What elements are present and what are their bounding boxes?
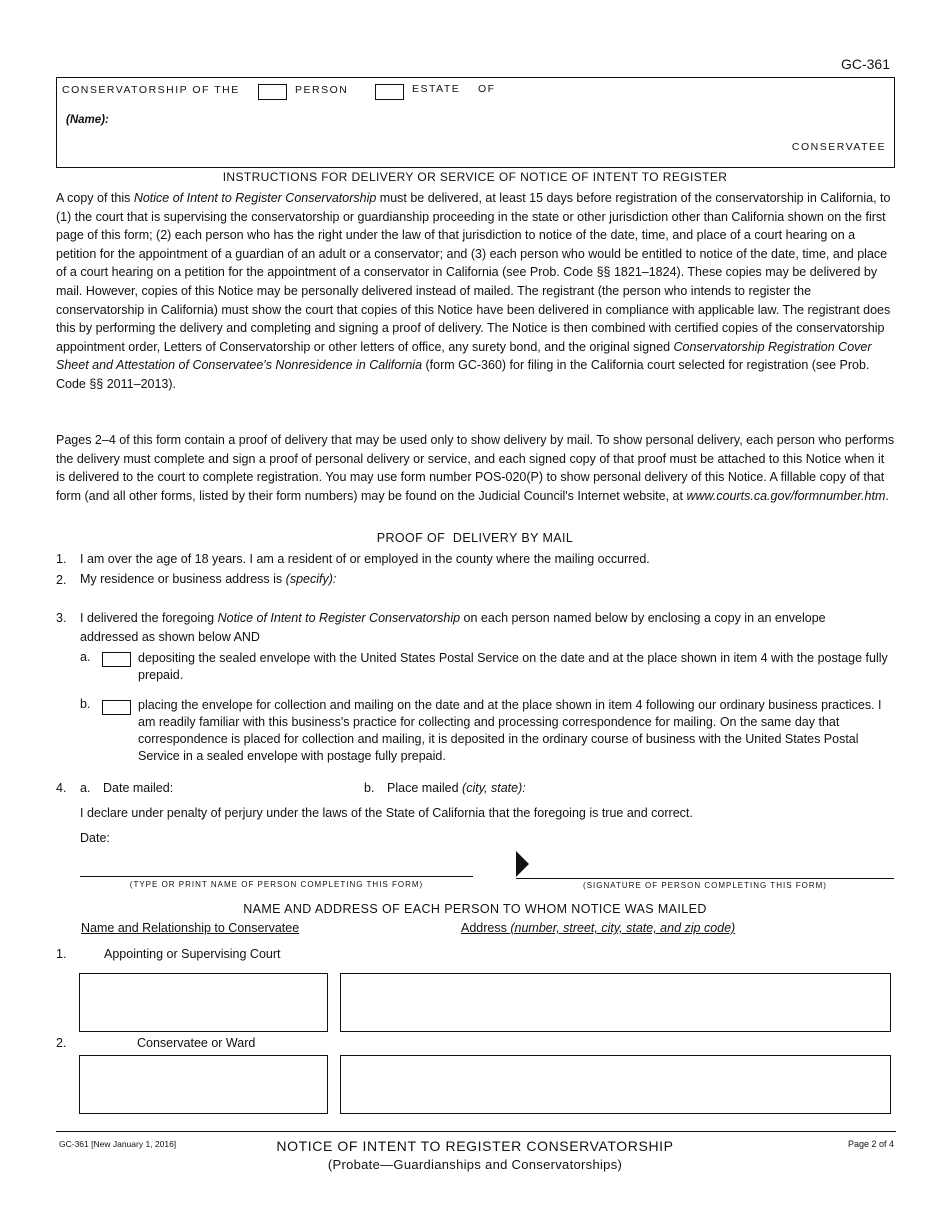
footer-subtitle: (Probate—Guardianships and Conservatorships) xyxy=(327,1157,623,1172)
printed-name-field[interactable] xyxy=(80,852,473,876)
item-1-text: I am over the age of 18 years. I am a resident of or employed in the county where the mailing occurred. xyxy=(80,552,650,566)
item-2-number: 2. xyxy=(56,573,67,587)
date-mailed-field[interactable] xyxy=(185,779,350,799)
item-4b-letter: b. xyxy=(364,781,375,795)
option-b-text: placing the envelope for collection and mailing on the date and at the place shown in item 4 following our ordinary business practices. I am readily familiar with this business's practice for collecting and processing correspondence for mailing. On the same day that correspondence is placed for collection and mailing, it is deposited in the ordinary course of business with the United States Postal Service in a sealed envelope with postage fully prepaid. xyxy=(138,698,882,763)
form-number: GC-361 xyxy=(840,56,890,72)
person-label: PERSON xyxy=(295,84,349,96)
forms-website-link[interactable]: www.courts.ca.gov/formnumber.htm xyxy=(686,488,886,503)
entry-2-label: Conservatee or Ward xyxy=(137,1036,256,1050)
entry-2-address-box[interactable] xyxy=(340,1055,891,1114)
printed-name-caption: (TYPE OR PRINT NAME OF PERSON COMPLETING THIS FORM) xyxy=(129,880,424,889)
footer-page-number: Page 2 of 4 xyxy=(847,1139,894,1149)
entry-1-number: 1. xyxy=(56,947,67,961)
place-mailed-label: Place mailed (city, state): xyxy=(387,781,526,795)
footer-form-id: GC-361 [New January 1, 2016] xyxy=(59,1139,177,1149)
item-4a-letter: a. xyxy=(80,781,91,795)
instructions-paragraph-1: A copy of this Notice of Intent to Register Conservatorship must be delivered, at least 15 days before registration of the conservatorship in California, to (1) the court that is supervising the conservatorship or guardianship proceeding in the state or other jurisdiction other than California shown on the first page of this form; (2) each person who has the right under the law of that jurisdiction to notice of the date, time, and place of a court hearing on a petition for the appointment of a guardian of an adult or a conservator; and (3) each person who would be entitled to notice of the date, time, and place of a court hearing on a petition for the appointment of a conservator in California (see Prob. Code §§ 1821–1824). These copies may be delivered by mail. However, copies of this Notice may be personally delivered instead of mailed. The registrant (the person who intends to register the conservatorship in California) must show the court that copies of this Notice have been delivered in compliance with applicable law. The registrant does this by performing the delivery and completing and signing a proof of delivery. The Notice is then combined with certified copies of the conservatorship appointment order, Letters of Conservatorship or other letters of office, any surety bond, and the original signed Conservatorship Registration Cover Sheet and Attestation of Conservatee's Nonresidence in California (form GC-360) for filing in the California court selected for registration (see Prob. Code §§ 2011–2013). xyxy=(56,191,891,391)
item-4-number: 4. xyxy=(56,781,67,795)
item-2-text: My residence or business address is (specify): xyxy=(80,572,337,586)
name-label: (Name): xyxy=(66,114,109,126)
entry-2-name-box[interactable] xyxy=(79,1055,328,1114)
proof-heading: PROOF OF DELIVERY BY MAIL xyxy=(376,531,574,545)
signature-line xyxy=(516,878,894,879)
signature-caption: (SIGNATURE OF PERSON COMPLETING THIS FORM) xyxy=(583,881,827,890)
name-relationship-column-header: Name and Relationship to Conservatee xyxy=(81,921,300,935)
declaration-text: I declare under penalty of perjury under the laws of the State of California that the foregoing is true and correct. xyxy=(80,806,693,820)
conservatee-label: CONSERVATEE xyxy=(791,141,886,153)
estate-label: ESTATE xyxy=(412,83,461,95)
option-a-letter: a. xyxy=(80,650,91,664)
entry-1-name-box[interactable] xyxy=(79,973,328,1032)
of-label: OF xyxy=(478,83,496,95)
conservatorship-of-label: CONSERVATORSHIP OF THE xyxy=(62,84,240,96)
item-1-number: 1. xyxy=(56,552,67,566)
entry-1-label: Appointing or Supervising Court xyxy=(104,947,281,961)
footer-title: NOTICE OF INTENT TO REGISTER CONSERVATORSHIP xyxy=(276,1138,674,1154)
date-label: Date: xyxy=(80,831,110,845)
option-b-letter: b. xyxy=(80,697,91,711)
option-a-checkbox[interactable] xyxy=(102,652,131,667)
entry-1-address-box[interactable] xyxy=(340,973,891,1032)
conservatee-name-field[interactable] xyxy=(120,110,820,130)
signature-field[interactable] xyxy=(532,852,894,878)
address-column-header: Address (number, street, city, state, and zip code) xyxy=(461,921,736,935)
instructions-heading: INSTRUCTIONS FOR DELIVERY OR SERVICE OF NOTICE OF INTENT TO REGISTER xyxy=(222,170,728,184)
instructions-paragraph-2: Pages 2–4 of this form contain a proof of delivery that may be used only to show delivery by mail. To show personal delivery, each person who performs the delivery must complete and sign a proof of personal delivery or service, and each signed copy of that proof must be attached to this Notice when it is delivered to the court to complete registration. You may use form number POS-020(P) to show personal delivery of this Notice. A fillable copy of that form (and all other forms, listed by their form numbers) may be found on the Judicial Council's Internet website, at www.courts.ca.gov/formnumber.htm. xyxy=(56,433,895,503)
estate-checkbox[interactable] xyxy=(375,84,404,100)
signature-arrow-icon xyxy=(516,851,529,877)
printed-name-line xyxy=(80,876,473,877)
mailing-heading: NAME AND ADDRESS OF EACH PERSON TO WHOM NOTICE WAS MAILED xyxy=(243,902,707,916)
item-3-text: I delivered the foregoing Notice of Intent to Register Conservatorship on each person named below by enclosing a copy in an envelope addressed as shown below AND xyxy=(80,611,826,644)
entry-2-number: 2. xyxy=(56,1036,67,1050)
option-b-checkbox[interactable] xyxy=(102,700,131,715)
option-a-text: depositing the sealed envelope with the United States Postal Service on the date and at the place shown in item 4 with the postage fully prepaid. xyxy=(138,651,888,682)
address-field[interactable] xyxy=(370,569,890,589)
footer-rule xyxy=(56,1131,896,1132)
declaration-date-field[interactable] xyxy=(118,828,368,848)
item-3-number: 3. xyxy=(56,611,67,625)
date-mailed-label: Date mailed: xyxy=(103,781,174,795)
person-checkbox[interactable] xyxy=(258,84,287,100)
place-mailed-field[interactable] xyxy=(548,779,888,799)
